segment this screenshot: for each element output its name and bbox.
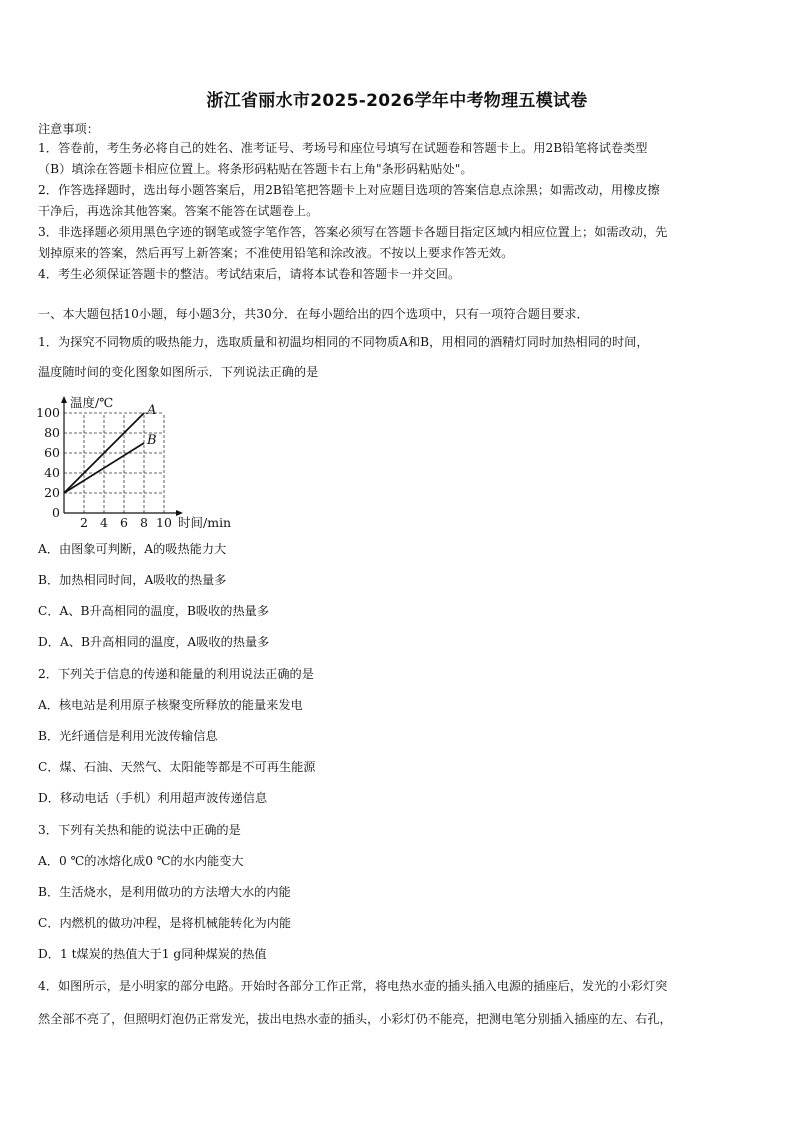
page-title: 浙江省丽水市2025-2026学年中考物理五模试卷 (206, 91, 588, 111)
notice-line: 3．非选择题必须用黑色字迹的钢笔或签字笔作答，答案必须写在答题卡各题目指定区域内相应位置上；如需改动，先 (38, 225, 668, 239)
question-stem: 1．为探究不同物质的吸热能力，选取质量和初温均相同的不同物质A和B，用相同的酒精灯同时加热相同的时间， (38, 335, 649, 349)
x-tick-label: 6 (120, 515, 128, 530)
notice-line: 4．考生必须保证答题卡的整洁。考试结束后，请将本试卷和答题卡一并交回。 (38, 267, 461, 281)
y-axis-arrow (61, 396, 67, 403)
question-stem: 4．如图所示，是小明家的部分电路。开始时各部分工作正常，将电热水壶的插头插入电源的插座后，发光的小彩灯突 (38, 979, 668, 993)
y-tick-label: 60 (44, 445, 60, 460)
notice-line: 干净后，再选涂其他答案。答案不能答在试题卷上。 (38, 204, 319, 218)
question-stem: 2．下列关于信息的传递和能量的利用说法正确的是 (38, 667, 314, 681)
notice-line: 1．答卷前，考生务必将自己的姓名、准考证号、考场号和座位号填写在试题卷和答题卡上。用2B铅笔将试卷类型 (38, 141, 648, 155)
y-tick-label: 80 (44, 425, 60, 440)
x-tick-label: 4 (100, 515, 108, 530)
y-axis-label: 温度/℃ (70, 395, 114, 410)
notice-line: 2．作答选择题时，选出每小题答案后，用2B铅笔把答题卡上对应题目选项的答案信息点涂黑；如需改动，用橡皮擦 (38, 183, 660, 197)
x-tick-label: 2 (80, 515, 88, 530)
y-tick-label: 100 (36, 405, 60, 420)
notice-line: （B）填涂在答题卡相应位置上。将条形码粘贴在答题卡右上角"条形码粘贴处"。 (38, 162, 473, 176)
option-d: D．1 t煤炭的热值大于1 g同种煤炭的热值 (38, 947, 267, 961)
option-c: C．煤、石油、天然气、太阳能等都是不可再生能源 (38, 760, 316, 774)
option-d: D．A、B升高相同的温度，A吸收的热量多 (38, 635, 270, 649)
question-stem: 然全部不亮了，但照明灯泡仍正常发光，拔出电热水壶的插头，小彩灯仍不能亮，把测电笔分别插入插座的左、右孔， (38, 1012, 672, 1026)
option-b: B．光纤通信是利用光波传输信息 (38, 729, 218, 743)
section-heading: 一、本大题包括10小题，每小题3分，共30分．在每小题给出的四个选项中，只有一项符合题目要求． (38, 307, 589, 321)
option-c: C．A、B升高相同的温度，B吸收的热量多 (38, 604, 270, 618)
x-tick-label: 8 (140, 515, 148, 530)
option-a: A．核电站是利用原子核聚变所释放的能量来发电 (38, 698, 303, 712)
x-axis-label: 时间/min (178, 515, 232, 530)
y-tick-label: 20 (44, 485, 60, 500)
y-tick-label: 0 (52, 505, 60, 520)
series-label-b: B (147, 433, 157, 448)
option-a: A．由图象可判断，A的吸热能力大 (38, 542, 227, 556)
option-b: B．生活烧水，是利用做功的方法增大水的内能 (38, 885, 291, 899)
option-c: C．内燃机的做功冲程，是将机械能转化为内能 (38, 916, 292, 930)
option-a: A．0 ℃的冰熔化成0 ℃的水内能变大 (38, 854, 244, 868)
question-stem: 温度随时间的变化图象如图所示．下列说法正确的是 (38, 365, 319, 379)
y-tick-label: 40 (44, 465, 60, 480)
series-label-a: A (147, 403, 157, 418)
temperature-time-chart (34, 393, 246, 533)
notice-heading: 注意事项： (38, 122, 99, 136)
x-tick-label: 10 (156, 515, 172, 530)
option-b: B．加热相同时间，A吸收的热量多 (38, 573, 227, 587)
notice-line: 划掉原来的答案，然后再写上新答案；不准使用铅笔和涂改液。不按以上要求作答无效。 (38, 246, 514, 260)
option-d: D．移动电话（手机）利用超声波传递信息 (38, 791, 268, 805)
question-stem: 3．下列有关热和能的说法中正确的是 (38, 823, 241, 837)
